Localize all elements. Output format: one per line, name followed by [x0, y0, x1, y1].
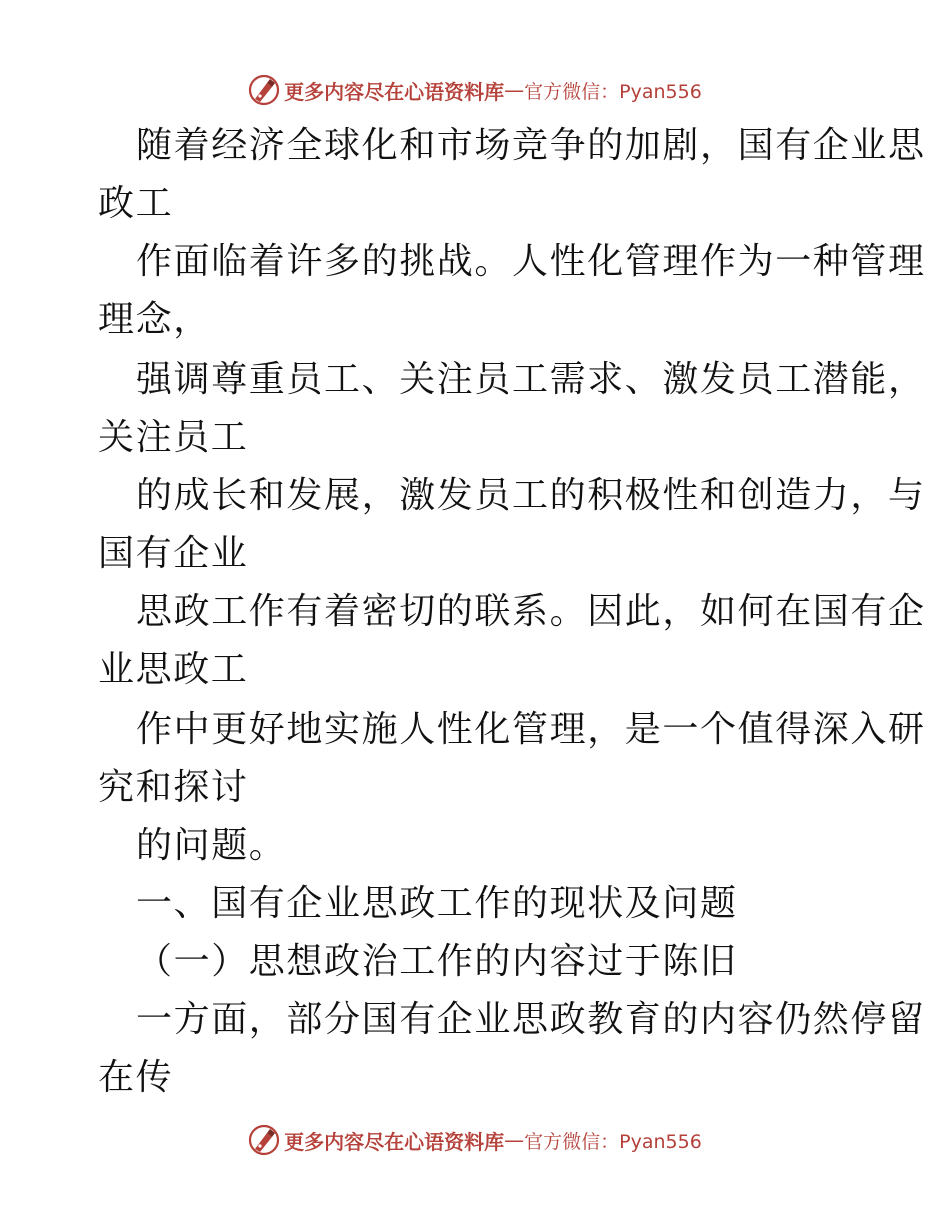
- body-line-6: 关注员工: [98, 417, 249, 458]
- pen-logo-icon: [248, 74, 280, 106]
- body-line-16: 一方面，部分国有企业思政教育的内容仍然停留: [136, 999, 926, 1040]
- header-site-text: 更多内容尽在心语资料库: [284, 79, 505, 104]
- body-line-2: 政工: [98, 183, 174, 224]
- body-line-3: 作面临着许多的挑战。人性化管理作为一种管理: [136, 241, 926, 282]
- body-line-17: 在传: [98, 1057, 174, 1098]
- body-line-7: 的成长和发展，激发员工的积极性和创造力，与: [136, 475, 926, 516]
- body-line-11: 作中更好地实施人性化管理，是一个值得深入研: [136, 709, 926, 750]
- footer-banner: [0, 1120, 950, 1160]
- header-banner: [0, 70, 950, 110]
- footer-site-text: 更多内容尽在心语资料库: [284, 1129, 505, 1154]
- body-line-12: 究和探讨: [98, 767, 249, 808]
- body-line-1: 随着经济全球化和市场竞争的加剧，国有企业思: [136, 125, 926, 166]
- header-separator: —: [504, 78, 525, 102]
- header-wechat-text: 官方微信：Pyan556: [524, 80, 702, 103]
- pen-logo-icon: [248, 1124, 280, 1156]
- section-heading: 一、国有企业思政工作的现状及问题: [136, 883, 738, 924]
- subsection-heading: （一）思想政治工作的内容过于陈旧: [136, 941, 738, 982]
- footer-wechat-text: 官方微信：Pyan556: [524, 1130, 702, 1153]
- body-line-10: 业思政工: [98, 649, 249, 690]
- body-line-5: 强调尊重员工、关注员工需求、激发员工潜能，: [136, 359, 926, 400]
- body-line-13: 的问题。: [136, 825, 287, 866]
- body-line-4: 理念，: [98, 299, 211, 340]
- footer-separator: —: [504, 1128, 525, 1152]
- body-line-9: 思政工作有着密切的联系。因此，如何在国有企: [136, 591, 926, 632]
- body-line-8: 国有企业: [98, 533, 249, 574]
